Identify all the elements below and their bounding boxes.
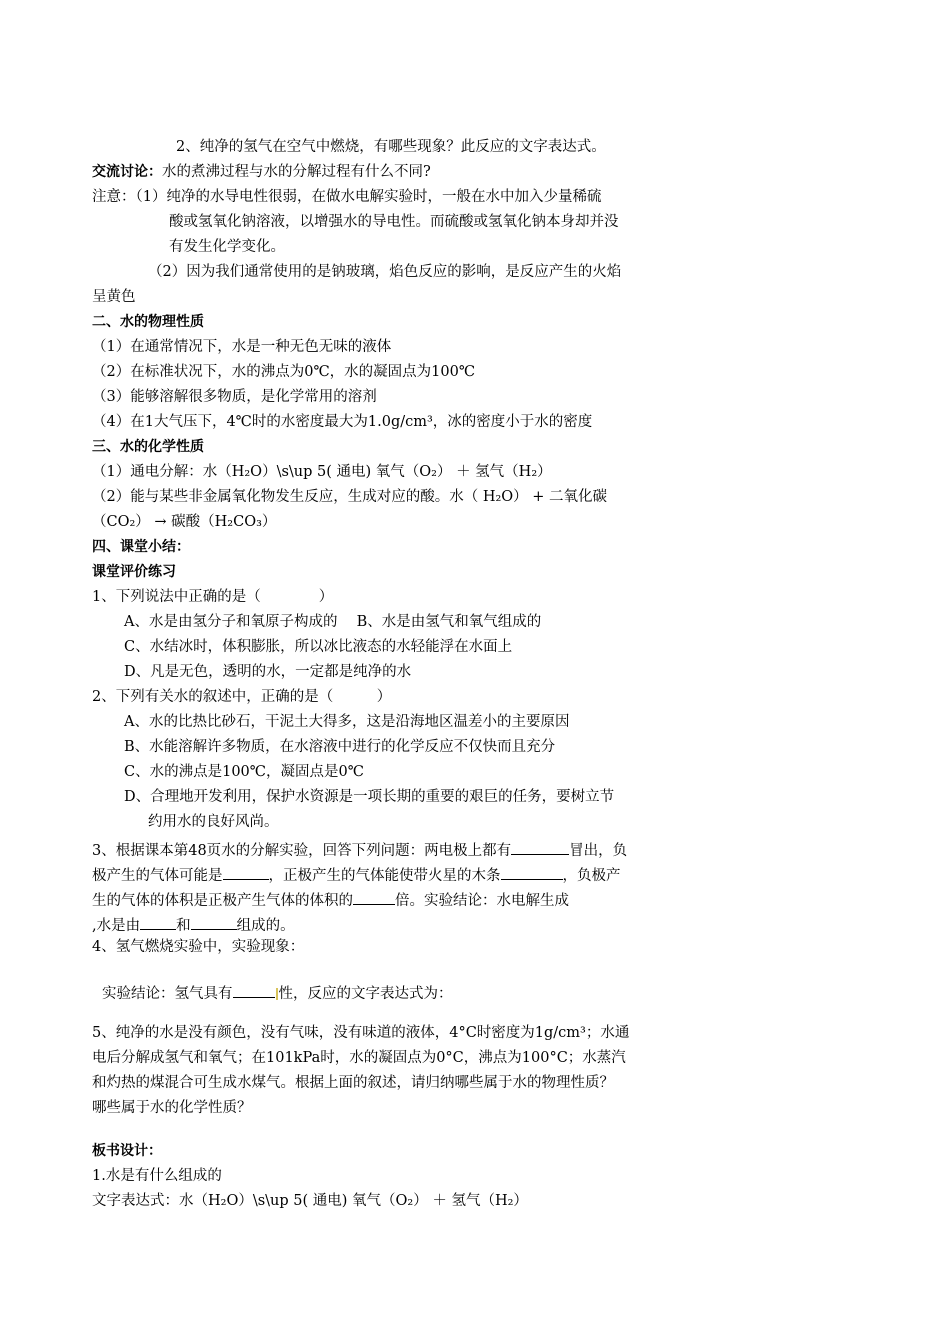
section-heading-physical: 二、水的物理性质 bbox=[92, 314, 204, 330]
exercise-1-question: 1、下列说法中正确的是（ ） bbox=[92, 589, 334, 605]
note-line-5: 呈黄色 bbox=[92, 289, 136, 305]
section-heading-summary: 四、课堂小结： bbox=[92, 539, 190, 555]
exercise-2-option-a: A、水的比热比砂石，干泥土大得多，这是沿海地区温差小的主要原因 bbox=[124, 714, 570, 730]
answer-blank[interactable] bbox=[511, 838, 569, 855]
discussion-line bbox=[92, 163, 704, 188]
exercise-5-line-1: 5、纯净的水是没有颜色，没有气味，没有味道的液体，4°C时密度为1g/cm³；水通 bbox=[92, 1025, 630, 1041]
document-page bbox=[92, 138, 704, 1217]
exercise-3-text: 极产生的气体可能是 bbox=[92, 868, 223, 884]
board-item-2: 文字表达式：水（H₂O）\s\up 5( 通电) 氧气（O₂） ＋ 氢气（H₂） bbox=[92, 1193, 528, 1209]
answer-blank[interactable] bbox=[223, 863, 269, 880]
exercise-3-line-4 bbox=[92, 913, 704, 938]
exercise-5-line-2: 电后分解成氢气和氧气；在101kPa时，水的凝固点为0°C，沸点为100°C；水蒸汽 bbox=[92, 1050, 626, 1066]
exercise-2-option-d: D、合理地开发利用，保护水资源是一项长期的重要的艰巨的任务，要树立节 bbox=[124, 789, 615, 805]
exercise-5-line-4: 哪些属于水的化学性质？ bbox=[92, 1100, 252, 1116]
exercise-1-option-c: C、水结冰时，体积膨胀，所以冰比液态的水轻能浮在水面上 bbox=[124, 639, 513, 655]
discussion-text: 水的煮沸过程与水的分解过程有什么不同? bbox=[162, 164, 431, 180]
note-line-1: 注意：（1）纯净的水导电性很弱，在做水电解实验时，一般在水中加入少量稀硫 bbox=[92, 189, 602, 205]
answer-blank[interactable] bbox=[140, 913, 176, 930]
exercise-3-line-1 bbox=[92, 838, 704, 863]
exercise-1-option-d: D、凡是无色，透明的水，一定都是纯净的水 bbox=[124, 664, 412, 680]
spacer bbox=[92, 963, 704, 981]
physical-item-3: （3）能够溶解很多物质，是化学常用的溶剂 bbox=[92, 389, 377, 405]
section-heading-board: 板书设计： bbox=[92, 1143, 162, 1159]
text-cursor-icon bbox=[276, 988, 278, 1000]
physical-item-2: （2）在标准状况下，水的沸点为0℃，水的凝固点为100℃ bbox=[92, 364, 476, 380]
exercise-4-conclusion bbox=[92, 981, 704, 1006]
exercise-4-question: 4、氢气燃烧实验中，实验现象： bbox=[92, 939, 305, 955]
section-heading-exercises: 课堂评价练习 bbox=[92, 564, 176, 580]
exercise-5-line-3: 和灼热的煤混合可生成水煤气。根据上面的叙述，请归纳哪些属于水的物理性质？ bbox=[92, 1075, 614, 1091]
exercise-2-option-b: B、水能溶解许多物质，在水溶液中进行的化学反应不仅快而且充分 bbox=[124, 739, 556, 755]
chemical-item-2: （2）能与某些非金属氧化物发生反应，生成对应的酸。水（ H₂O） + 二氧化碳 bbox=[92, 489, 608, 505]
spacer bbox=[92, 1124, 704, 1142]
exercise-3-text: 生的气体的体积是正极产生气体的体积的 bbox=[92, 893, 353, 909]
exercise-4-text: 性，反应的文字表达式为： bbox=[278, 986, 453, 1002]
answer-blank[interactable] bbox=[501, 863, 563, 880]
answer-blank[interactable] bbox=[233, 981, 275, 998]
exercise-3-text: 倍。实验结论：水电解生成 bbox=[395, 893, 569, 909]
exercise-3-line-2 bbox=[92, 863, 704, 888]
chemical-item-1: （1）通电分解：水（H₂O）\s\up 5( 通电) 氧气（O₂） ＋ 氢气（H₂） bbox=[92, 464, 552, 480]
answer-blank[interactable] bbox=[353, 888, 395, 905]
exercise-2-question: 2、下列有关水的叙述中，正确的是（ ） bbox=[92, 689, 392, 705]
exercise-3-text: ，正极产生的气体能使带火星的木条 bbox=[268, 868, 501, 884]
exercise-3-text: ，负极产 bbox=[562, 868, 621, 884]
exercise-3-text: ,水是由 bbox=[92, 918, 141, 934]
exercise-3-text: 3、根据课本第48页水的分解实验，回答下列问题：两电极上都有 bbox=[92, 843, 512, 859]
exercise-2-option-d-cont: 约用水的良好风尚。 bbox=[148, 814, 279, 830]
note-line-3: 有发生化学变化。 bbox=[169, 239, 285, 255]
note-line-4: （2）因为我们通常使用的是钠玻璃，焰色反应的影响，是反应产生的火焰 bbox=[148, 264, 622, 280]
physical-item-4: （4）在1大气压下，4℃时的水密度最大为1.0g/cm³，冰的密度小于水的密度 bbox=[92, 414, 593, 430]
exercise-4-text: 实验结论：氢气具有 bbox=[102, 986, 233, 1002]
answer-blank[interactable] bbox=[191, 913, 237, 930]
question-2-text: 2、纯净的氢气在空气中燃烧，有哪些现象？此反应的文字表达式。 bbox=[176, 139, 606, 155]
exercise-1-options-ab: A、水是由氢分子和氧原子构成的 B、水是由氢气和氧气组成的 bbox=[124, 614, 542, 630]
note-line-2: 酸或氢氧化钠溶液，以增强水的导电性。而硫酸或氢氧化钠本身却并没 bbox=[169, 214, 619, 230]
exercise-3-line-3 bbox=[92, 888, 704, 913]
exercise-3-text: 冒出，负 bbox=[569, 843, 628, 859]
exercise-3-text: 组成的。 bbox=[236, 918, 295, 934]
physical-item-1: （1）在通常情况下，水是一种无色无味的液体 bbox=[92, 339, 392, 355]
spacer bbox=[92, 1006, 704, 1024]
exercise-2-option-c: C、水的沸点是100℃，凝固点是0℃ bbox=[124, 764, 364, 780]
discussion-label: 交流讨论： bbox=[92, 164, 162, 180]
chemical-item-2-cont: （CO₂） → 碳酸（H₂CO₃） bbox=[92, 514, 277, 530]
section-heading-chemical: 三、水的化学性质 bbox=[92, 439, 204, 455]
exercise-3-text: 和 bbox=[176, 918, 191, 934]
board-item-1: 1.水是有什么组成的 bbox=[92, 1168, 222, 1184]
